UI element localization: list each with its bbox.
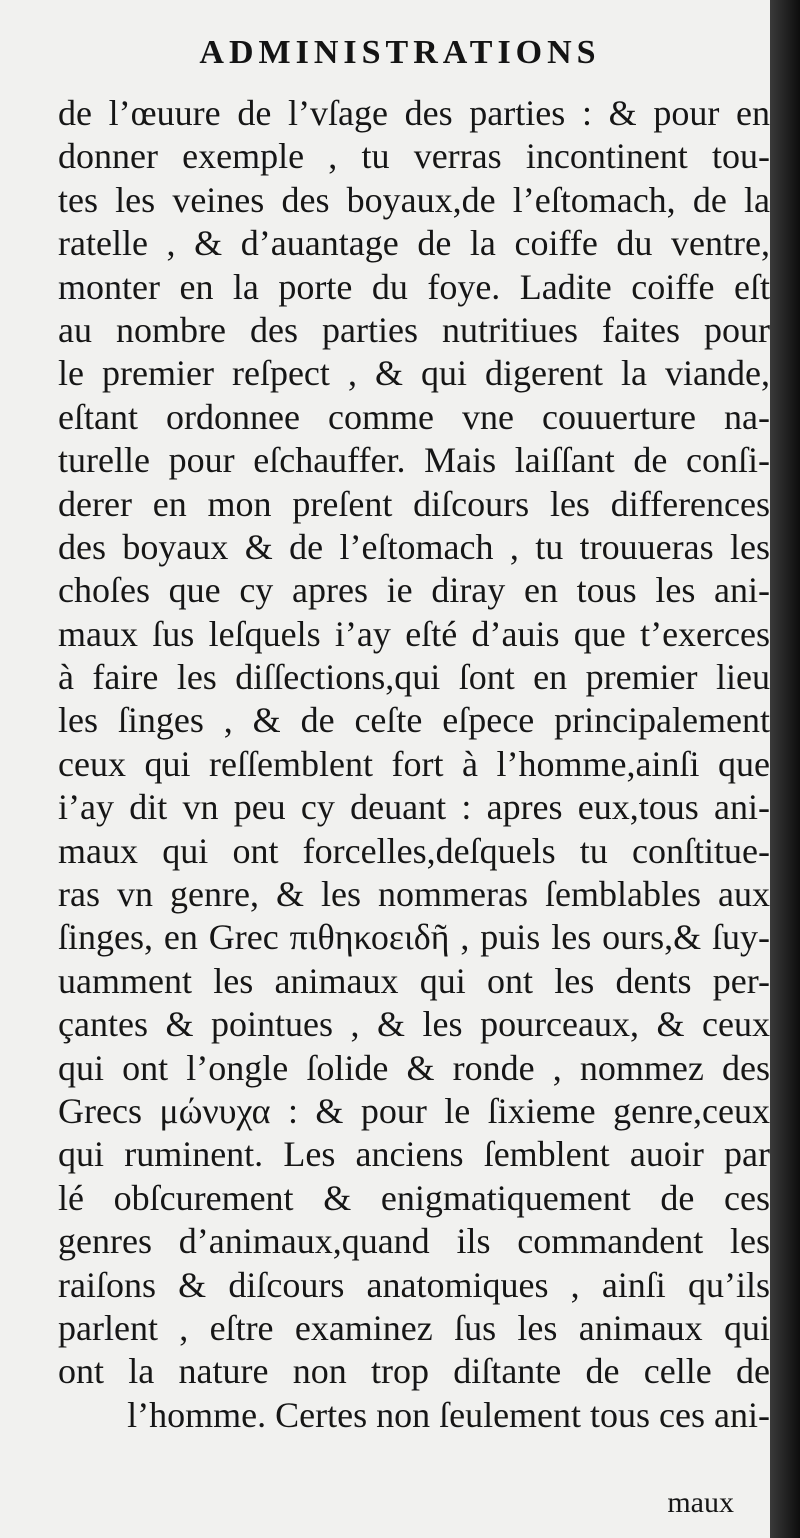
text-line: le premier reſpect , & qui digerent la viande, [58, 353, 770, 394]
text-line: parlent , eſtre examinez ſus les animaux qui [58, 1307, 770, 1348]
text-line: çantes & pointues , & les pourceaux, & ceux [58, 1004, 770, 1045]
text-line: maux qui ont forcelles,deſquels tu conſtitue- [58, 830, 770, 871]
text-line: derer en mon preſent diſcours les differences [58, 483, 770, 524]
text-line: au nombre des parties nutritiues faites pour [58, 309, 770, 350]
text-line: les ſinges , & de ceſte eſpece principalement [58, 700, 770, 741]
text-line: à faire les diſſections,qui ſont en premier lieu [58, 657, 770, 698]
text-line: qui ruminent. Les anciens ſemblent auoir par [58, 1134, 770, 1175]
text-line: l’homme. Certes non ſeulement tous ces ani- [127, 1394, 770, 1435]
text-line: Grecs μώνυχα : & pour le ſixieme genre,ceux [58, 1090, 770, 1131]
text-line: eſtant ordonnee comme vne couuerture na- [58, 396, 770, 437]
text-line: ont la nature non trop diſtante de celle de [58, 1351, 770, 1392]
text-line: qui ont l’ongle ſolide & ronde , nommez des [58, 1047, 770, 1088]
text-line: tes les veines des boyaux,de l’eſtomach, de la [58, 179, 770, 220]
text-line: ſinges, en Grec πιθηκοειδῆ , puis les ours,& ſuy- [58, 917, 770, 958]
text-line: monter en la porte du foye. Ladite coiffe eſt [58, 266, 770, 307]
page-edge-shadow [770, 0, 800, 1538]
text-line: choſes que cy apres ie diray en tous les ani- [58, 570, 770, 611]
text-line: ceux qui reſſemblent fort à l’homme,ainſi que [58, 743, 770, 784]
text-line: lé obſcurement & enigmatiquement de ces [58, 1177, 770, 1218]
body-text [58, 92, 770, 1437]
text-line: ras vn genre, & les nommeras ſemblables aux [58, 874, 770, 915]
text-line: des boyaux & de l’eſtomach , tu trouueras les [58, 526, 770, 567]
text-line: turelle pour eſchauffer. Mais laiſſant de conſi- [58, 440, 770, 481]
catchword: maux [667, 1486, 734, 1519]
text-line: i’ay dit vn peu cy deuant : apres eux,tous ani- [58, 787, 770, 828]
running-head: ADMINISTRATIONS [199, 34, 601, 71]
text-line: donner exemple , tu verras incontinent tou- [58, 136, 770, 177]
text-line: genres d’animaux,quand ils commandent les [58, 1221, 770, 1262]
text-line: uamment les animaux qui ont les dents per- [58, 960, 770, 1001]
text-line: de l’œuure de l’vſage des parties : & pour en [58, 93, 770, 133]
text-line: ratelle , & d’auantage de la coiffe du ventre, [58, 223, 770, 264]
text-line: maux ſus leſquels i’ay eſté d’auis que t’exerces [58, 613, 770, 654]
text-line: raiſons & diſcours anatomiques , ainſi qu’ils [58, 1264, 770, 1305]
